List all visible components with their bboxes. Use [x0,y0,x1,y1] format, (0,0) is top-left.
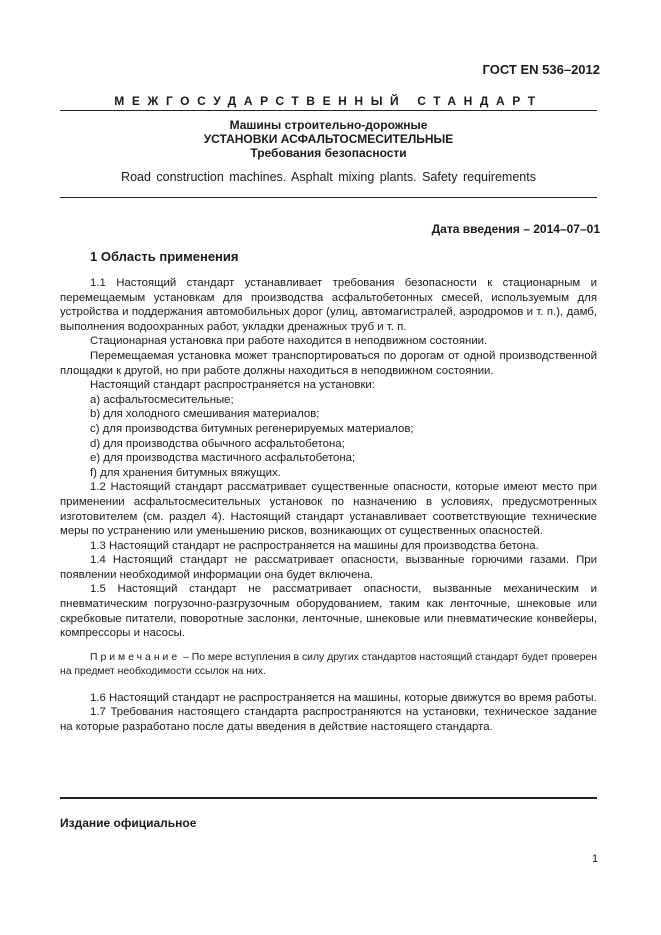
introduction-date: Дата введения – 2014–07–01 [431,222,600,236]
header-divider [60,110,597,111]
paragraph-1-3: 1.3 Настоящий стандарт не распространяется на машины для производства бетона. [90,539,539,552]
list-item: a) асфальтосмесительные; [90,393,234,406]
footer-divider [60,797,597,799]
document-body [60,276,597,735]
standard-type-heading: МЕЖГОСУДАРСТВЕННЫЙ СТАНДАРТ [114,94,543,108]
title-english: Road construction machines. Asphalt mixing plants. Safety requirements [121,170,536,184]
list-item: b) для холодного смешивания материалов; [90,408,320,421]
edition-label: Издание официальное [60,816,197,830]
list-item: d) для производства обычного асфальтобетона; [90,437,345,450]
paragraph-applies: Настоящий стандарт распространяется на установки: [90,379,375,392]
page-number: 1 [592,853,599,865]
paragraph-1-7: 1.7 Требования настоящего стандарта распространяются на установки, техническое задание на которые разработано после даты введения в действие настоящего стандарта. [60,706,597,734]
title-divider [60,197,597,198]
paragraph-1-5: 1.5 Настоящий стандарт не рассматривает опасности, вызванные механическим и пневматическим погрузочно-разгрузочным оборудованием, таким как ленточные, шнековые или скребковые питатели, поворотные заслонки, ленточные, шнековые или пневматические конвейеры, компрессоры и насосы. [60,583,597,640]
note-text: – По мере вступления в силу других стандартов настоящий стандарт будет проверен на предмет необходимости ссылок на них. [60,651,597,677]
note-label: Примечание [90,651,181,663]
paragraph-1-6: 1.6 Настоящий стандарт не распространяется на машины, которые движутся во время работы. [90,691,597,704]
list-item: f) для хранения битумных вяжущих. [90,466,281,479]
section-title: 1 Область применения [90,249,239,264]
paragraph-mobile: Перемещаемая установка может транспортироваться по дорогам от одной производственной площадки к другой, но при работе должны находиться в неподвижном состоянии. [60,349,597,377]
list-item: e) для производства мастичного асфальтобетона; [90,452,356,465]
title-block [60,118,597,160]
paragraph-1-2: 1.2 Настоящий стандарт рассматривает существенные опасности, которые имеют место при применении асфальтосмесительных установок по назначению в условиях, предусмотренных изготовителем (см. раздел 4). Настоящий стандарт устанавливает соответствующие технические меры по устранению или уменьшению рисков, возникающих от существенных опасностей. [60,481,597,538]
title-line-3: Требования безопасности [250,146,407,160]
paragraph-stationary: Стационарная установка при работе находится в неподвижном состоянии. [90,335,488,348]
note [60,651,597,679]
paragraph-1-1: 1.1 Настоящий стандарт устанавливает требования безопасности к стационарным и перемещаемым установкам для производства асфальтобетонных смесей, используемым для устройства и поддержания автомобильных дорог (улиц, автомагистралей, аэродромов и т. п.), дамб, выполнения водоохранных работ, укладки дренажных труб и т. п. [60,277,597,333]
list-item: c) для производства битумных регенерируемых материалов; [90,422,414,435]
title-line-2: УСТАНОВКИ АСФАЛЬТОСМЕСИТЕЛЬНЫЕ [203,132,454,146]
title-line-1: Машины строительно-дорожные [229,118,428,132]
gost-code: ГОСТ EN 536–2012 [482,62,600,77]
paragraph-1-4: 1.4 Настоящий стандарт не рассматривает опасности, вызванные горючими газами. При появлении необходимой информации она будет включена. [60,554,597,581]
